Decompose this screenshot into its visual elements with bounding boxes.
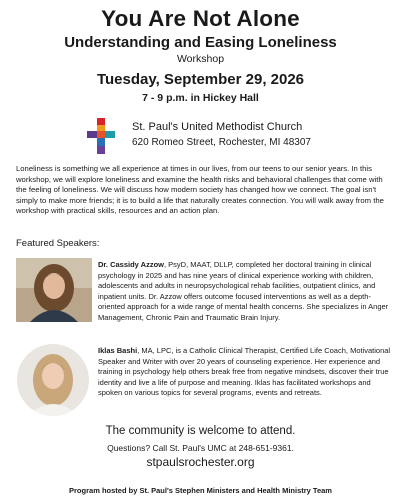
intro-paragraph: Loneliness is something we all experience at times in our lives, from our teens to our senior years. In this workshop, we will explore loneliness and examine the health risks and behavioral challenges that come with the feeling of loneliness. We will discuss how modern society has changed how we connect. The goal isn't simply to make more friends; it is to build a life that naturally creates connection. You will walk away from the workshop with practical skills, resources and an action plan. — [16, 164, 384, 216]
speaker-bio-text-2: , MA, LPC, is a Catholic Clinical Therapist, Certified Life Coach, Motivational Speaker and Writer with over 20 years of counseling experience. Her experience and training in psychology help others break free from negative mindsets, discover their true identity and live a life of purpose and meaning. Iklas has facilitated workshops and spoken on various topics for several programs, events and retreats. — [98, 346, 391, 398]
speaker-portrait-icon — [16, 258, 92, 322]
hosted-by-line: Program hosted by St. Paul's Stephen Ministers and Health Ministry Team — [69, 486, 332, 495]
church-info — [84, 116, 384, 156]
community-welcome: The community is welcome to attend. — [105, 425, 296, 437]
cross-flame-logo-icon — [84, 116, 120, 156]
speaker-name-2: Iklas Bashi — [98, 346, 138, 355]
event-kind: Workshop — [176, 53, 225, 65]
website-link[interactable]: stpaulsrochester.org — [146, 455, 255, 469]
event-date: Tuesday, September 29, 2026 — [96, 71, 305, 88]
church-name: St. Paul's United Methodist Church — [132, 121, 303, 133]
speaker-bio-text-1: , PsyD, MAAT, DLLP, completed her doctoral training in clinical psychology in 2025 and has nine years of clinical experience working with children, adolescents and adults in neuropsychological rehab facilities, outpatient clinics, and inpatient units. Dr. Azzow offers outcome focused interventions as well as a depth-oriented approach for a wide range of mental health concerns. She specializes in Anger Management, Chronic Pain and Traumatic Brain Injury. — [98, 260, 389, 322]
speaker-name-1: Dr. Cassidy Azzow — [98, 260, 164, 269]
flyer-title: You Are Not Alone — [101, 6, 300, 31]
flyer-subtitle: Understanding and Easing Loneliness — [64, 34, 337, 51]
featured-speakers-heading: Featured Speakers: — [16, 238, 100, 249]
church-address: 620 Romeo Street, Rochester, MI 48307 — [132, 137, 311, 148]
event-time: 7 - 9 p.m. in Hickey Hall — [142, 92, 259, 104]
speaker-bio-2 — [98, 346, 392, 399]
speaker-portrait-icon — [17, 344, 89, 416]
questions-contact: Questions? Call St. Paul's UMC at 248-651-9361. — [107, 443, 294, 453]
speaker-photo-2 — [17, 344, 89, 416]
speaker-photo-1 — [16, 258, 92, 322]
speaker-bio-1 — [98, 260, 392, 324]
